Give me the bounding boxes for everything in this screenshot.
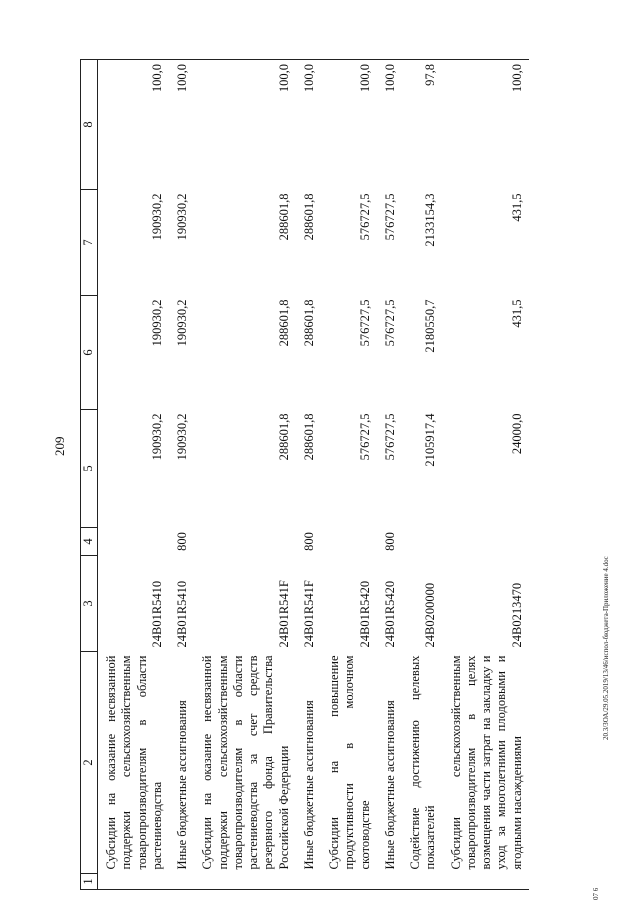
header-cell-4: 4 [81, 528, 98, 556]
cell-code: 24В01R5410 [175, 580, 189, 648]
rotated-table-wrapper [80, 60, 590, 890]
cell-code: 24В01R541F [276, 580, 291, 648]
cell-col5: 288601,8 [301, 413, 316, 461]
header-cell-5: 5 [81, 410, 98, 528]
cell-col5: 190930,2 [175, 413, 189, 461]
cell-index [296, 874, 321, 890]
cell-col7: 288601,8 [276, 193, 291, 241]
table-row [194, 60, 296, 890]
cell-name: Субсидии на оказание несвязанной поддержки сельскохозяйственным товаропроизводителям в области растениеводства [104, 655, 164, 870]
cell-index [377, 874, 402, 890]
cell-code: 24В01R5410 [149, 580, 164, 648]
cell-col8: 100,0 [98, 60, 170, 190]
header-cell-1: 1 [81, 874, 98, 890]
header-cell-8: 8 [81, 60, 98, 190]
cell-name: Иные бюджетные ассигнования [175, 700, 189, 870]
cell-col8: 100,0 [296, 60, 321, 190]
cell-index [169, 874, 194, 890]
cell-col5: 190930,2 [149, 413, 164, 461]
cell-code: 24В0200000 [423, 582, 438, 648]
cell-col7: 2133154,3 [423, 193, 438, 247]
cell-index [321, 874, 377, 890]
cell-col8: 100,0 [169, 60, 194, 190]
cell-vr: 800 [301, 532, 316, 551]
cell-index [194, 874, 296, 890]
table-row [321, 60, 377, 890]
table-row [296, 60, 321, 890]
table-row [402, 60, 443, 890]
table-body [81, 60, 529, 890]
cell-code: 24В0213470 [509, 582, 524, 648]
cell-name: Содействие достижению целевых показателей [408, 655, 438, 870]
cell-col8: 100,0 [443, 60, 529, 190]
page-number: 209 [52, 436, 67, 456]
cell-col6: 2180550,7 [423, 299, 438, 353]
header-cell-2: 2 [81, 652, 98, 874]
budget-table [80, 59, 529, 890]
cell-vr [194, 528, 296, 556]
header-cell-7: 7 [81, 190, 98, 296]
cell-col5: 24000,0 [509, 413, 524, 455]
cell-col6: 190930,2 [149, 299, 164, 347]
header-cell-3: 3 [81, 556, 98, 652]
cell-col7: 431,5 [509, 193, 524, 222]
header-row [81, 60, 98, 890]
cell-col5: 2105917,4 [423, 413, 438, 467]
cell-col8: 97,8 [402, 60, 443, 190]
cell-col7: 288601,8 [301, 193, 316, 241]
cell-col7: 190930,2 [149, 193, 164, 241]
cell-name: Субсидии на повышение продуктивности в молочном скотоводстве [327, 655, 372, 870]
cell-vr [402, 528, 443, 556]
cell-vr [443, 528, 529, 556]
cell-col6: 288601,8 [276, 299, 291, 347]
header-cell-6: 6 [81, 296, 98, 410]
cell-index [98, 874, 170, 890]
cell-col8: 100,0 [194, 60, 296, 190]
cell-code: 24В01R541F [301, 580, 316, 648]
cell-vr: 800 [175, 532, 189, 551]
cell-code: 24В01R5420 [357, 580, 372, 648]
cell-code: 24В01R5420 [382, 580, 397, 648]
table-row [377, 60, 402, 890]
cell-name: Субсидии на оказание несвязанной поддержки сельскохозяйственным товаропроизводителям в области растениеводства за счет средств резервного фонда Правительства Российской Федерации [200, 655, 291, 870]
cell-name: Субсидии сельскохозяйственным товаропроизводителям в целях возмещения части затрат на закладку и уход за многолетними плодовыми и ягодными насаждениями [448, 655, 524, 870]
cell-col6: 576727,5 [357, 299, 372, 347]
cell-col6: 431,5 [509, 299, 524, 328]
table-row [443, 60, 529, 890]
cell-vr [98, 528, 170, 556]
cell-name: Иные бюджетные ассигнования [382, 700, 397, 870]
cell-vr: 800 [382, 532, 397, 551]
cell-col6: 190930,2 [175, 299, 189, 347]
cell-name: Иные бюджетные ассигнования [301, 700, 316, 870]
cell-vr [321, 528, 377, 556]
corner-mark: 07 6 [592, 887, 600, 900]
cell-col6: 576727,5 [382, 299, 397, 347]
cell-col7: 576727,5 [357, 193, 372, 241]
cell-col5: 576727,5 [357, 413, 372, 461]
table-row [98, 60, 170, 890]
cell-col7: 576727,5 [382, 193, 397, 241]
cell-col5: 576727,5 [382, 413, 397, 461]
cell-index [443, 874, 529, 890]
cell-col5: 288601,8 [276, 413, 291, 461]
cell-index [402, 874, 443, 890]
cell-col8: 100,0 [321, 60, 377, 190]
cell-col7: 190930,2 [175, 193, 189, 241]
table-row [169, 60, 194, 890]
cell-col8: 100,0 [377, 60, 402, 190]
footer-file-path: 20.3/ЗОА/29.05.2019/13/46/испол-бюджета-Приложение 4.doc [602, 556, 610, 740]
cell-col6: 288601,8 [301, 299, 316, 347]
